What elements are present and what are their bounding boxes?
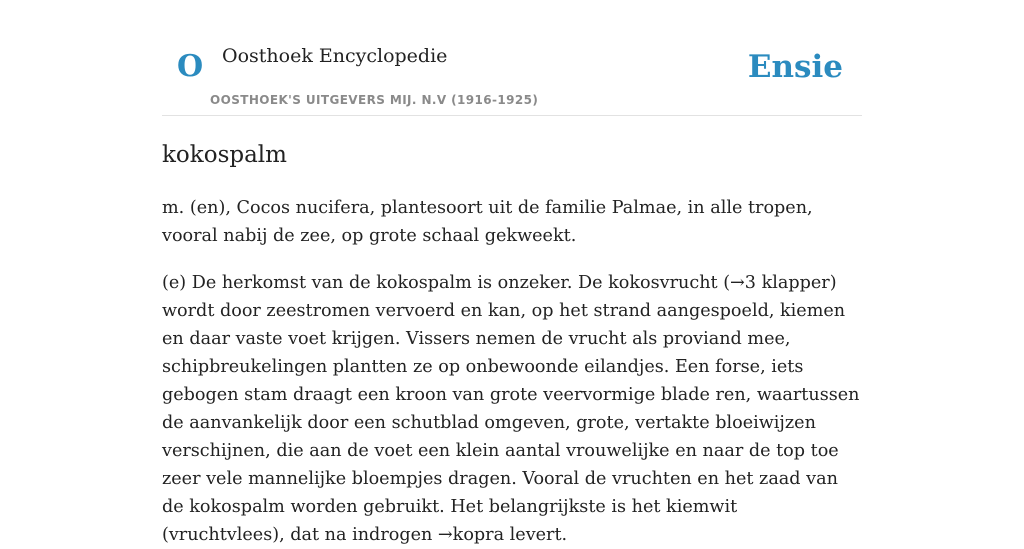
article-paragraph-definition: m. (en), Cocos nucifera, plantesoort uit de familie Palmae, in alle tropen, vooral nabij de zee, op grote schaal gekweekt. [162,198,813,246]
page [162,0,862,549]
article-title: kokospalm [162,142,287,168]
brand-logo[interactable]: Ensie [747,49,843,85]
site-header [162,0,862,116]
site-logo-icon[interactable]: O [177,49,204,84]
article-paragraph-description: (e) De herkomst van de kokospalm is onzeker. De kokosvrucht (→3 klapper) wordt door zeestromen vervoerd en kan, op het strand aangespoeld, kiemen en daar vaste voet krijgen. Vissers nemen de vrucht als proviand mee, schipbreukelingen plantten ze op onbewoonde eilandjes. Een forse, iets gebogen stam draagt een kroon van grote veervormige blade ren, waartussen de aanvankelijk door een schutblad omgeven, grote, vertakte bloeiwijzen verschijnen, die aan de voet een klein aantal vrouwelijke en naar de top toe zeer vele mannelijke bloempjes dragen. Vooral de vruchten en het zaad van de kokospalm worden gebruikt. Het belangrijkste is het kiemwit (vruchtvlees), dat na indrogen →kopra levert. [162,273,860,545]
publisher-label: OOSTHOEK'S UITGEVERS MIJ. N.V (1916-1925) [210,93,539,107]
site-title[interactable]: Oosthoek Encyclopedie [222,45,448,67]
